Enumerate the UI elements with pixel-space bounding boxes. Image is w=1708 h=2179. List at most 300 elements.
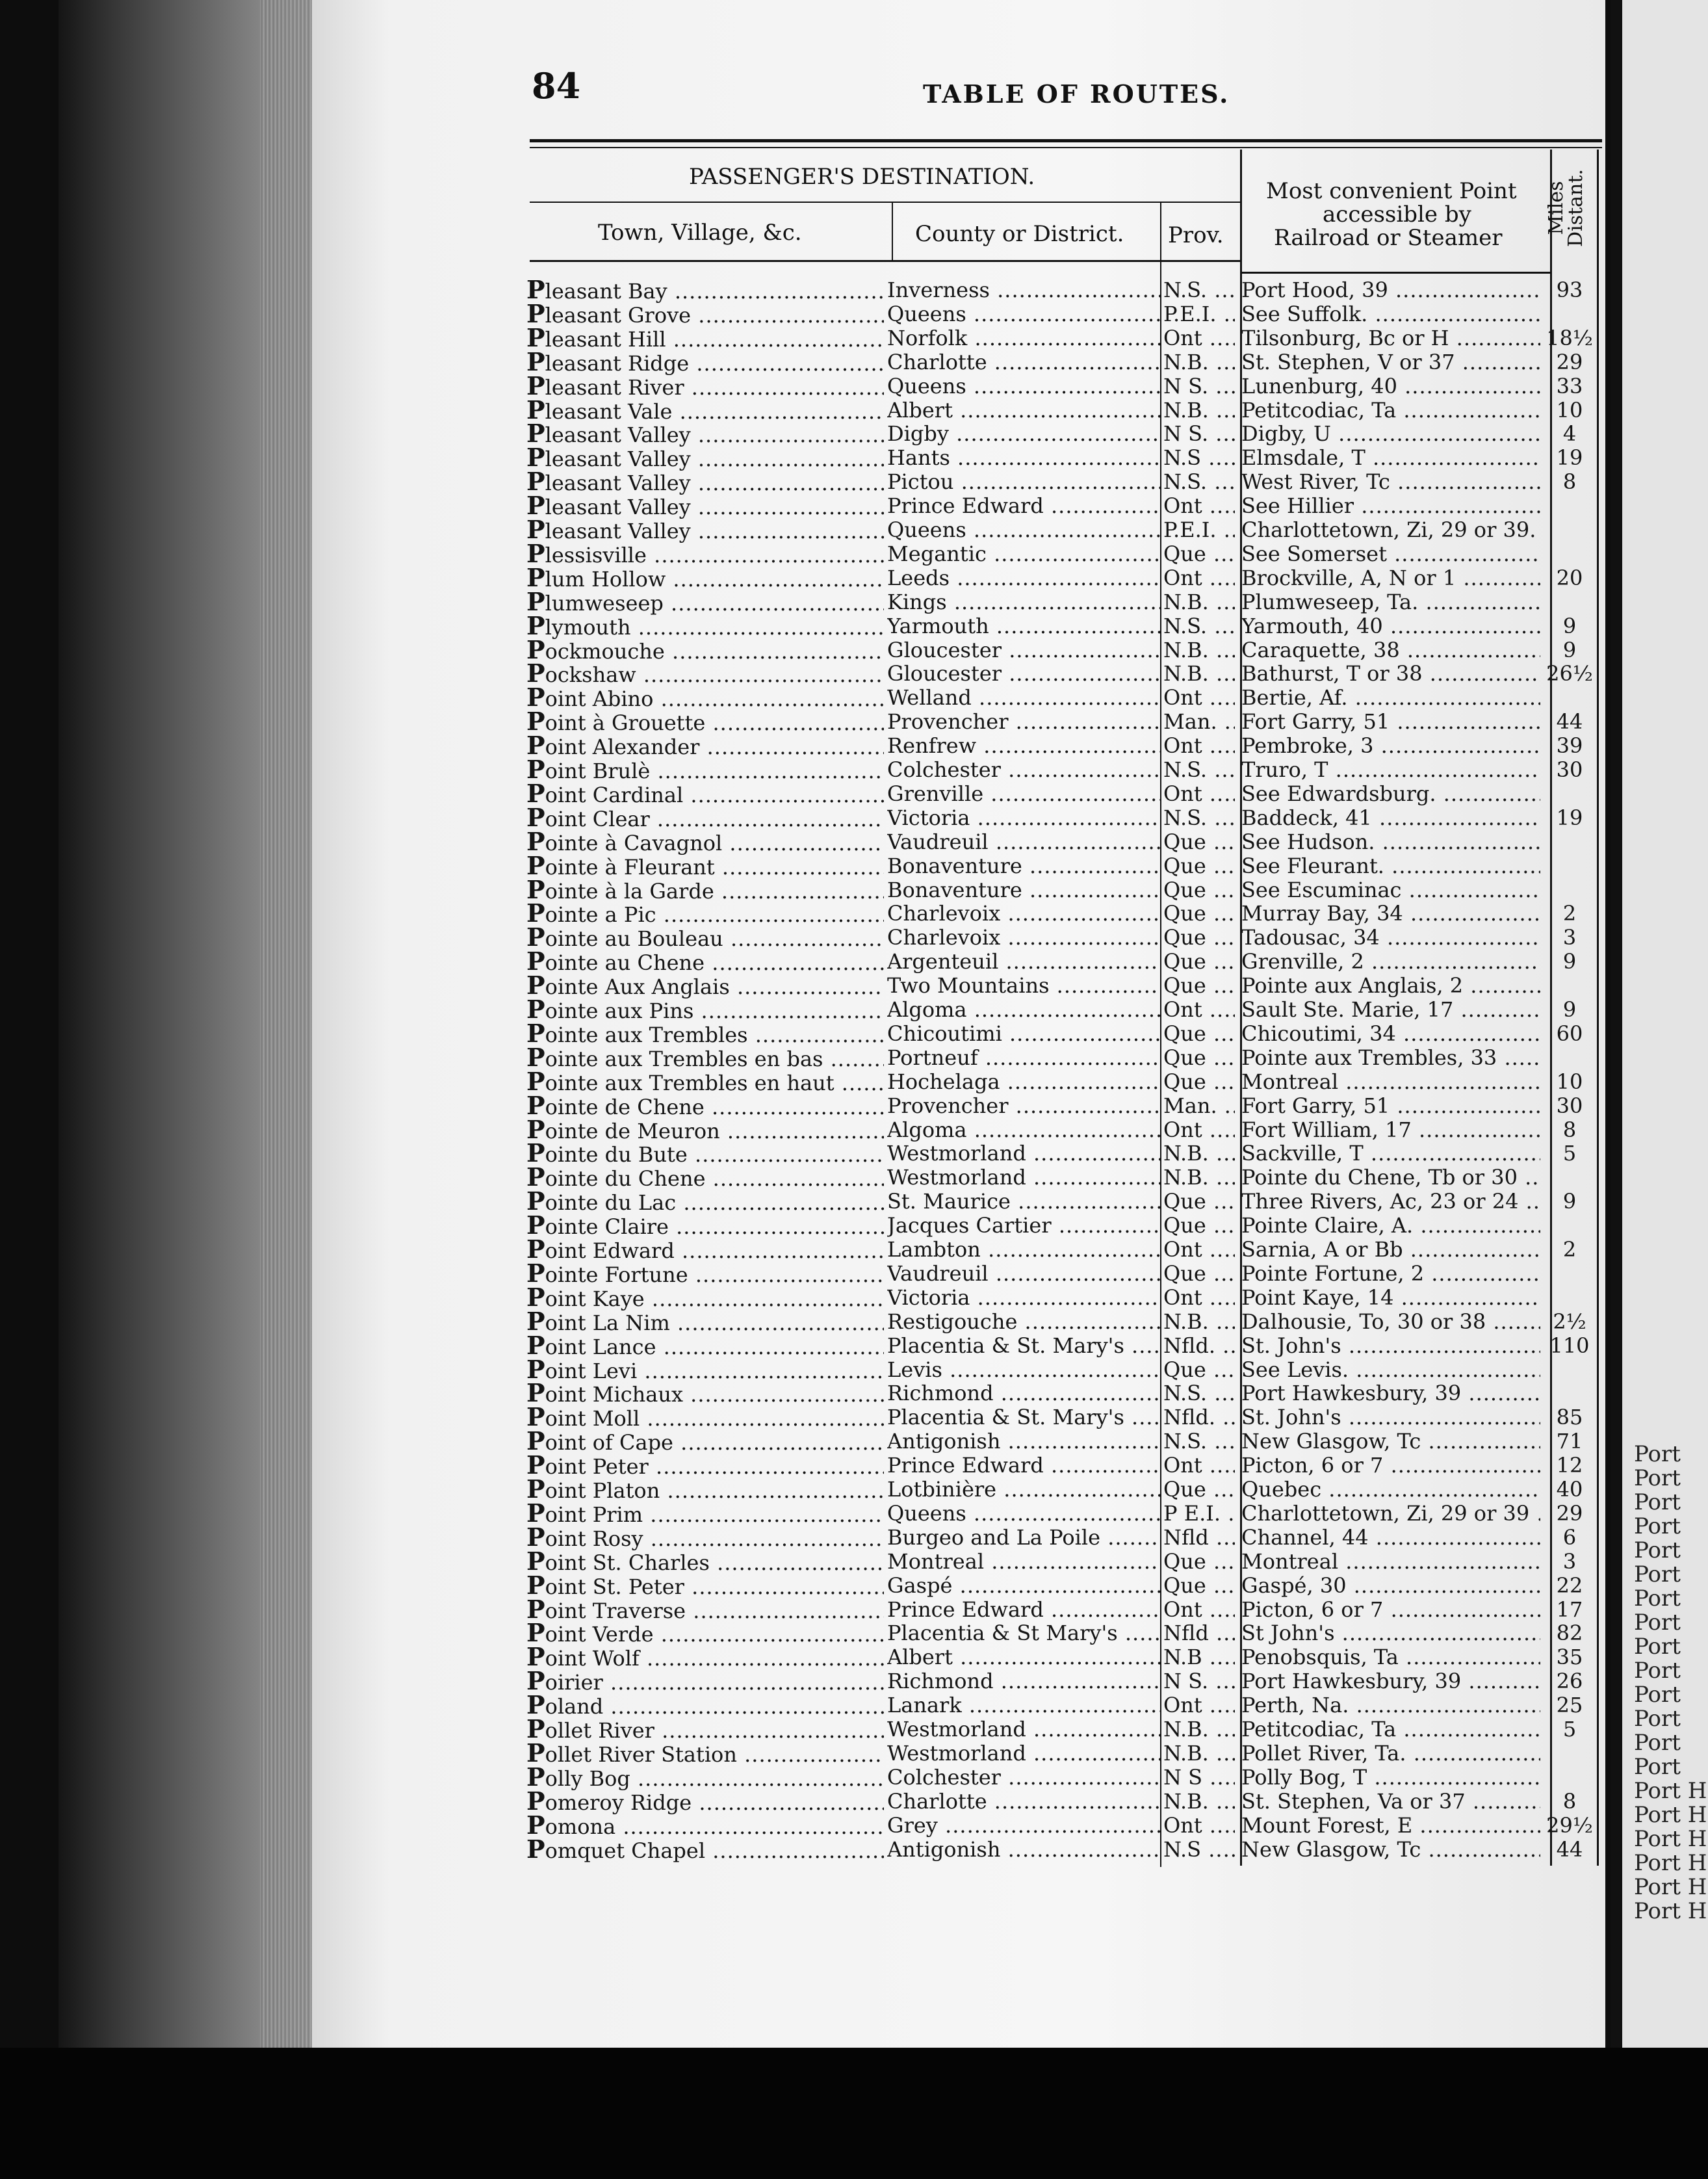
row-point: Yarmouth, 40 ..... (1241, 614, 1540, 638)
row-county: Hants ..... (887, 446, 1160, 469)
row-prov: N.B. ..... (1163, 1717, 1235, 1741)
row-point: Penobsquis, Ta ..... (1241, 1645, 1540, 1669)
row-prov: Que ..... (1163, 926, 1235, 949)
row-town: Point Edward ..... (526, 1238, 884, 1262)
row-point: Charlottetown, Zi, 29 or 39. ..... (1241, 518, 1540, 541)
row-town: Point Platon ..... (526, 1478, 884, 1502)
next-page-text: Port (1634, 1585, 1681, 1611)
row-town: Pleasant Vale ..... (526, 398, 884, 423)
header-point-line2: accessible by (1323, 202, 1471, 228)
row-town: Pointe aux Pins ..... (526, 998, 884, 1023)
row-county: Montreal ..... (887, 1550, 1160, 1573)
row-prov: N.S. ..... (1163, 614, 1235, 638)
row-prov: Ont ..... (1163, 1598, 1235, 1621)
row-county: Richmond ..... (887, 1669, 1160, 1693)
row-county: Gaspé ..... (887, 1574, 1160, 1597)
row-town: Pomeroy Ridge ..... (526, 1790, 884, 1814)
row-county: Bonaventure ..... (887, 854, 1160, 878)
row-prov: Que ..... (1163, 1214, 1235, 1237)
row-town: Pleasant Bay ..... (526, 278, 884, 303)
row-prov: N.B. ..... (1163, 398, 1235, 422)
row-county: Argenteuil ..... (887, 950, 1160, 973)
row-point: See Somerset ..... (1241, 542, 1540, 566)
row-point: Perth, Na. ..... (1241, 1693, 1540, 1717)
row-point: Polly Bog, T ..... (1241, 1766, 1540, 1789)
row-miles: 5 (1562, 1717, 1577, 1741)
row-county: Portneuf ..... (887, 1046, 1160, 1069)
row-town: Point Lance ..... (526, 1334, 884, 1359)
row-town: Point of Cape ..... (526, 1429, 884, 1454)
row-town: Plum Hollow ..... (526, 566, 884, 591)
row-prov: N.S ..... (1163, 446, 1235, 469)
row-prov: N.S. ..... (1163, 806, 1235, 829)
next-page-text: Port H (1634, 1898, 1707, 1924)
next-page-text: Port (1634, 1489, 1681, 1515)
row-miles: 2 (1562, 902, 1577, 925)
row-county: Welland ..... (887, 686, 1160, 709)
row-county: Prince Edward ..... (887, 494, 1160, 517)
row-miles: 29 (1556, 1502, 1583, 1525)
row-miles: 82 (1556, 1621, 1583, 1645)
row-prov: Ont ..... (1163, 1814, 1235, 1837)
row-county: Lotbinière ..... (887, 1478, 1160, 1501)
row-county: Queens ..... (887, 518, 1160, 541)
row-point: Gaspé, 30 ..... (1241, 1574, 1540, 1597)
row-miles: 8 (1562, 1790, 1577, 1813)
row-prov: Ont ..... (1163, 326, 1235, 350)
header-bottom-rule (530, 260, 1241, 262)
row-county: Colchester ..... (887, 1766, 1160, 1789)
row-point: Sault Ste. Marie, 17 ..... (1241, 998, 1540, 1021)
row-prov: N S. ..... (1163, 374, 1235, 398)
adjacent-page (1611, 0, 1708, 2179)
row-miles: 9 (1562, 1190, 1577, 1213)
row-county: Norfolk ..... (887, 326, 1160, 350)
row-prov: N.B. ..... (1163, 1790, 1235, 1813)
row-point: St. Stephen, Va or 37 ..... (1241, 1790, 1540, 1813)
row-town: Pointe Fortune ..... (526, 1262, 884, 1286)
row-point: Chicoutimi, 34 ..... (1241, 1022, 1540, 1045)
row-prov: N.B. ..... (1163, 1742, 1235, 1765)
row-prov: N.B. ..... (1163, 590, 1235, 614)
next-page-text: Port (1634, 1634, 1681, 1660)
row-town: Pointe Aux Anglais ..... (526, 974, 884, 998)
row-point: Montreal ..... (1241, 1070, 1540, 1093)
row-prov: Nfld. ..... (1163, 1334, 1235, 1357)
row-point: Port Hawkesbury, 39 ..... (1241, 1669, 1540, 1693)
row-county: Antigonish ..... (887, 1429, 1160, 1453)
row-point: Charlottetown, Zi, 29 or 39 ..... (1241, 1502, 1540, 1525)
row-town: Pointe du Chene ..... (526, 1166, 884, 1190)
row-prov: N.S. ..... (1163, 278, 1235, 302)
row-county: Jacques Cartier ..... (887, 1214, 1160, 1237)
row-prov: Ont ..... (1163, 494, 1235, 517)
row-prov: Ont ..... (1163, 782, 1235, 805)
next-page-text: Port (1634, 1730, 1681, 1756)
row-town: Pointe de Meuron ..... (526, 1118, 884, 1143)
row-miles: 93 (1556, 278, 1583, 302)
header-miles-line1: Miles (1545, 181, 1568, 235)
row-town: Pointe aux Trembles en bas ..... (526, 1046, 884, 1071)
row-prov: Que ..... (1163, 1478, 1235, 1501)
row-town: Pointe aux Trembles en haut ..... (526, 1070, 884, 1095)
row-point: Pembroke, 3 ..... (1241, 734, 1540, 757)
row-point: Baddeck, 41 ..... (1241, 806, 1540, 829)
row-town: Pointe à Cavagnol ..... (526, 830, 884, 855)
row-prov: Que ..... (1163, 1190, 1235, 1213)
next-page-text: Port (1634, 1682, 1681, 1708)
row-town: Point Abino ..... (526, 686, 884, 711)
row-point: Sackville, T ..... (1241, 1142, 1540, 1165)
row-prov: Ont ..... (1163, 686, 1235, 709)
row-miles: 3 (1562, 1550, 1577, 1573)
next-page-text: Port (1634, 1441, 1681, 1467)
row-prov: Que ..... (1163, 1046, 1235, 1069)
row-point: Brockville, A, N or 1 ..... (1241, 566, 1540, 590)
row-miles: 19 (1556, 806, 1583, 829)
row-point: Quebec ..... (1241, 1478, 1540, 1501)
row-prov: Que ..... (1163, 1022, 1235, 1045)
row-miles: 18½ (1546, 326, 1593, 350)
row-miles: 44 (1556, 710, 1583, 733)
row-point: New Glasgow, Tc ..... (1241, 1838, 1540, 1861)
header-county: County or District. (915, 221, 1124, 247)
row-miles: 85 (1556, 1405, 1583, 1429)
next-page-text: Port H (1634, 1874, 1707, 1900)
row-miles: 19 (1556, 446, 1583, 469)
row-point: Pointe aux Trembles, 33 ..... (1241, 1046, 1540, 1069)
row-prov: Ont ..... (1163, 1238, 1235, 1261)
row-county: Kings ..... (887, 590, 1160, 614)
row-prov: Nfld ..... (1163, 1621, 1235, 1645)
row-point: St. John's ..... (1241, 1334, 1540, 1357)
row-town: Pleasant Grove ..... (526, 302, 884, 327)
row-miles: 17 (1556, 1598, 1583, 1621)
row-county: Victoria ..... (887, 806, 1160, 829)
row-county: Victoria ..... (887, 1286, 1160, 1309)
row-town: Point Verde ..... (526, 1621, 884, 1646)
row-town: Pleasant Hill ..... (526, 326, 884, 351)
row-prov: N.B. ..... (1163, 1142, 1235, 1165)
row-county: Albert ..... (887, 398, 1160, 422)
row-prov: Que ..... (1163, 878, 1235, 902)
row-miles: 35 (1556, 1645, 1583, 1669)
row-point: See Hillier ..... (1241, 494, 1540, 517)
row-town: Pleasant Valley ..... (526, 446, 884, 471)
page-number: 84 (532, 65, 581, 107)
row-point: Pointe Fortune, 2 ..... (1241, 1262, 1540, 1285)
row-point: Lunenburg, 40 ..... (1241, 374, 1540, 398)
row-point: Truro, T ..... (1241, 758, 1540, 781)
row-miles: 3 (1562, 926, 1577, 949)
next-page-text: Port (1634, 1610, 1681, 1636)
row-point: See Hudson. ..... (1241, 830, 1540, 854)
page-edges (260, 0, 312, 2067)
row-town: Point Wolf ..... (526, 1645, 884, 1670)
next-page-text: Port (1634, 1754, 1681, 1780)
row-point: Petitcodiac, Ta ..... (1241, 398, 1540, 422)
row-point: Picton, 6 or 7 ..... (1241, 1454, 1540, 1477)
row-prov: Man. ..... (1163, 1094, 1235, 1117)
row-county: Two Mountains ..... (887, 974, 1160, 997)
row-prov: Ont ..... (1163, 1454, 1235, 1477)
header-passenger-destination: PASSENGER'S DESTINATION. (689, 164, 1035, 190)
row-town: Pomona ..... (526, 1814, 884, 1838)
row-miles: 26 (1556, 1669, 1583, 1693)
row-prov: Ont ..... (1163, 998, 1235, 1021)
next-page-text: Port H (1634, 1850, 1707, 1876)
row-county: Placentia & St. Mary's ..... (887, 1334, 1160, 1357)
row-town: Pointe à la Garde ..... (526, 878, 884, 903)
row-point: Montreal ..... (1241, 1550, 1540, 1573)
row-miles: 12 (1556, 1454, 1583, 1477)
row-prov: N S. ..... (1163, 1669, 1235, 1693)
row-town: Point Brulè ..... (526, 758, 884, 783)
row-point: Petitcodiac, Ta ..... (1241, 1717, 1540, 1741)
next-page-text: Port (1634, 1561, 1681, 1587)
row-prov: N.B ..... (1163, 1645, 1235, 1669)
right-border (1597, 150, 1599, 1866)
row-town: Pollet River Station ..... (526, 1742, 884, 1766)
header-prov: Prov. (1168, 222, 1224, 248)
row-prov: P E.I. ..... (1163, 1502, 1235, 1525)
row-county: Lambton ..... (887, 1238, 1160, 1261)
row-county: Chicoutimi ..... (887, 1022, 1160, 1045)
row-miles: 33 (1556, 374, 1583, 398)
row-county: Queens ..... (887, 1502, 1160, 1525)
row-county: Yarmouth ..... (887, 614, 1160, 638)
row-town: Point St. Peter ..... (526, 1574, 884, 1598)
row-county: Megantic ..... (887, 542, 1160, 566)
row-county: Charlevoix ..... (887, 902, 1160, 925)
row-town: Pointe à Fleurant ..... (526, 854, 884, 879)
row-prov: N.S. ..... (1163, 470, 1235, 493)
row-point: See Escuminac ..... (1241, 878, 1540, 902)
row-county: Provencher ..... (887, 710, 1160, 733)
row-miles: 25 (1556, 1693, 1583, 1717)
row-county: Placentia & St Mary's ..... (887, 1621, 1160, 1645)
row-miles: 9 (1562, 638, 1577, 662)
next-page-text: Port (1634, 1537, 1681, 1563)
row-point: Fort William, 17 ..... (1241, 1118, 1540, 1142)
row-point: New Glasgow, Tc ..... (1241, 1429, 1540, 1453)
header-miles-line2: Distant. (1564, 169, 1587, 247)
row-point: Pointe du Chene, Tb or 30 ..... (1241, 1166, 1540, 1189)
row-point: Caraquette, 38 ..... (1241, 638, 1540, 662)
row-county: Renfrew ..... (887, 734, 1160, 757)
row-county: Charlotte ..... (887, 350, 1160, 374)
row-point: Pollet River, Ta. ..... (1241, 1742, 1540, 1765)
header-miles (1547, 169, 1586, 247)
row-town: Point Levi ..... (526, 1358, 884, 1383)
row-miles: 6 (1562, 1526, 1577, 1549)
row-county: Antigonish ..... (887, 1838, 1160, 1861)
row-town: Pointe du Bute ..... (526, 1142, 884, 1166)
row-miles: 44 (1556, 1838, 1583, 1861)
row-miles: 40 (1556, 1478, 1583, 1501)
next-page-text: Port (1634, 1513, 1681, 1539)
row-town: Point Prim ..... (526, 1502, 884, 1526)
row-point: See Levis. ..... (1241, 1358, 1540, 1381)
row-county: Hochelaga ..... (887, 1070, 1160, 1093)
row-prov: Man. ..... (1163, 710, 1235, 733)
row-miles: 20 (1556, 566, 1583, 590)
row-county: Vaudreuil ..... (887, 830, 1160, 854)
row-town: Poirier ..... (526, 1669, 884, 1694)
header-town: Town, Village, &c. (598, 220, 802, 246)
next-page-text: Port H (1634, 1826, 1707, 1852)
row-point: See Suffolk. ..... (1241, 302, 1540, 326)
row-county: Richmond ..... (887, 1381, 1160, 1405)
row-town: Pleasant Valley ..... (526, 494, 884, 519)
row-prov: N.B. ..... (1163, 350, 1235, 374)
row-point: Plumweseep, Ta. ..... (1241, 590, 1540, 614)
row-point: Tilsonburg, Bc or H ..... (1241, 326, 1540, 350)
row-miles: 2½ (1553, 1310, 1586, 1333)
row-county: Pictou ..... (887, 470, 1160, 493)
next-page-text: Port (1634, 1658, 1681, 1684)
row-town: Pointe de Chene ..... (526, 1094, 884, 1119)
row-miles: 9 (1562, 950, 1577, 973)
row-county: Albert ..... (887, 1645, 1160, 1669)
header-divider (530, 202, 1241, 203)
col-divider-prov (1160, 203, 1161, 1867)
row-point: Port Hood, 39 ..... (1241, 278, 1540, 302)
row-miles: 8 (1562, 470, 1577, 493)
row-miles: 30 (1556, 1094, 1583, 1117)
row-prov: P.E.I. ..... (1163, 518, 1235, 541)
row-county: Bonaventure ..... (887, 878, 1160, 902)
row-prov: Que ..... (1163, 1358, 1235, 1381)
row-prov: N.S. ..... (1163, 1429, 1235, 1453)
row-county: Placentia & St. Mary's ..... (887, 1405, 1160, 1429)
next-page-text: Port H (1634, 1802, 1707, 1828)
row-county: St. Maurice ..... (887, 1190, 1160, 1213)
row-prov: N.S. ..... (1163, 1381, 1235, 1405)
row-point: Port Hawkesbury, 39 ..... (1241, 1381, 1540, 1405)
header-bottom-rule-right (1241, 272, 1550, 274)
row-county: Levis ..... (887, 1358, 1160, 1381)
row-prov: Que ..... (1163, 830, 1235, 854)
row-miles: 5 (1562, 1142, 1577, 1165)
row-prov: N.B. ..... (1163, 1310, 1235, 1333)
row-town: Point Kaye ..... (526, 1286, 884, 1311)
row-miles: 29½ (1546, 1814, 1593, 1837)
row-town: Poland ..... (526, 1693, 884, 1718)
row-county: Burgeo and La Poile ..... (887, 1526, 1160, 1549)
row-point: Dalhousie, To, 30 or 38 ..... (1241, 1310, 1540, 1333)
row-miles: 60 (1556, 1022, 1583, 1045)
row-point: Point Kaye, 14 ..... (1241, 1286, 1540, 1309)
row-county: Inverness ..... (887, 278, 1160, 302)
row-prov: Que ..... (1163, 854, 1235, 878)
row-point: Elmsdale, T ..... (1241, 446, 1540, 469)
row-prov: N.B. ..... (1163, 662, 1235, 685)
next-page-text: Port H (1634, 1778, 1707, 1804)
row-prov: Ont ..... (1163, 1118, 1235, 1142)
row-miles: 2 (1562, 1238, 1577, 1261)
row-miles: 9 (1562, 614, 1577, 638)
row-town: Point St. Charles ..... (526, 1550, 884, 1574)
row-town: Pointe du Lac ..... (526, 1190, 884, 1214)
row-point: Bathurst, T or 38 ..... (1241, 662, 1540, 685)
row-miles: 8 (1562, 1118, 1577, 1142)
row-county: Grey ..... (887, 1814, 1160, 1837)
row-prov: Que ..... (1163, 1262, 1235, 1285)
row-point: St. Stephen, V or 37 ..... (1241, 350, 1540, 374)
row-town: Point à Grouette ..... (526, 710, 884, 735)
row-county: Vaudreuil ..... (887, 1262, 1160, 1285)
row-county: Restigouche ..... (887, 1310, 1160, 1333)
row-prov: N.B. ..... (1163, 1166, 1235, 1189)
row-point: Digby, U ..... (1241, 422, 1540, 445)
row-county: Westmorland ..... (887, 1717, 1160, 1741)
row-miles: 39 (1556, 734, 1583, 757)
row-point: Three Rivers, Ac, 23 or 24 ..... (1241, 1190, 1540, 1213)
row-point: West River, Tc ..... (1241, 470, 1540, 493)
row-point: Grenville, 2 ..... (1241, 950, 1540, 973)
row-miles: 9 (1562, 998, 1577, 1021)
row-county: Algoma ..... (887, 1118, 1160, 1142)
row-town: Point Peter ..... (526, 1454, 884, 1478)
row-town: Plymouth ..... (526, 614, 884, 639)
row-town: Point La Nim ..... (526, 1310, 884, 1335)
row-point: Fort Garry, 51 ..... (1241, 1094, 1540, 1117)
row-prov: Que ..... (1163, 950, 1235, 973)
next-page-text: Port (1634, 1706, 1681, 1732)
row-town: Pointe au Bouleau ..... (526, 926, 884, 950)
scan-shadow (0, 2048, 1708, 2179)
row-prov: Nfld ..... (1163, 1526, 1235, 1549)
row-county: Prince Edward ..... (887, 1598, 1160, 1621)
row-point: Fort Garry, 51 ..... (1241, 710, 1540, 733)
row-county: Provencher ..... (887, 1094, 1160, 1117)
row-town: Plessisville ..... (526, 542, 884, 567)
row-point: Mount Forest, E ..... (1241, 1814, 1540, 1837)
row-prov: Nfld. ..... (1163, 1405, 1235, 1429)
row-point: Pointe aux Anglais, 2 ..... (1241, 974, 1540, 997)
row-point: Picton, 6 or 7 ..... (1241, 1598, 1540, 1621)
row-prov: Que ..... (1163, 902, 1235, 925)
row-miles: 110 (1549, 1334, 1590, 1357)
row-miles: 26½ (1546, 662, 1593, 685)
row-county: Colchester ..... (887, 758, 1160, 781)
row-point: Bertie, Af. ..... (1241, 686, 1540, 709)
row-town: Pockmouche ..... (526, 638, 884, 663)
row-prov: Que ..... (1163, 1550, 1235, 1573)
row-point: See Fleurant. ..... (1241, 854, 1540, 878)
row-town: Pointe aux Trembles ..... (526, 1022, 884, 1047)
row-town: Pomquet Chapel ..... (526, 1838, 884, 1862)
row-county: Digby ..... (887, 422, 1160, 445)
row-town: Pockshaw ..... (526, 662, 884, 686)
row-town: Pleasant Valley ..... (526, 470, 884, 495)
row-county: Charlotte ..... (887, 1790, 1160, 1813)
row-town: Pleasant Valley ..... (526, 422, 884, 447)
row-miles: 29 (1556, 350, 1583, 374)
row-prov: Ont ..... (1163, 734, 1235, 757)
top-rule-thin (530, 147, 1602, 148)
col-divider-county (892, 203, 893, 261)
row-point: Tadousac, 34 ..... (1241, 926, 1540, 949)
row-prov: N S. ..... (1163, 422, 1235, 445)
header-point-line3: Railroad or Steamer (1274, 225, 1503, 251)
row-prov: Que ..... (1163, 1070, 1235, 1093)
row-town: Plumweseep ..... (526, 590, 884, 615)
row-town: Pointe Claire ..... (526, 1214, 884, 1238)
row-prov: Que ..... (1163, 974, 1235, 997)
row-town: Point Traverse ..... (526, 1598, 884, 1623)
